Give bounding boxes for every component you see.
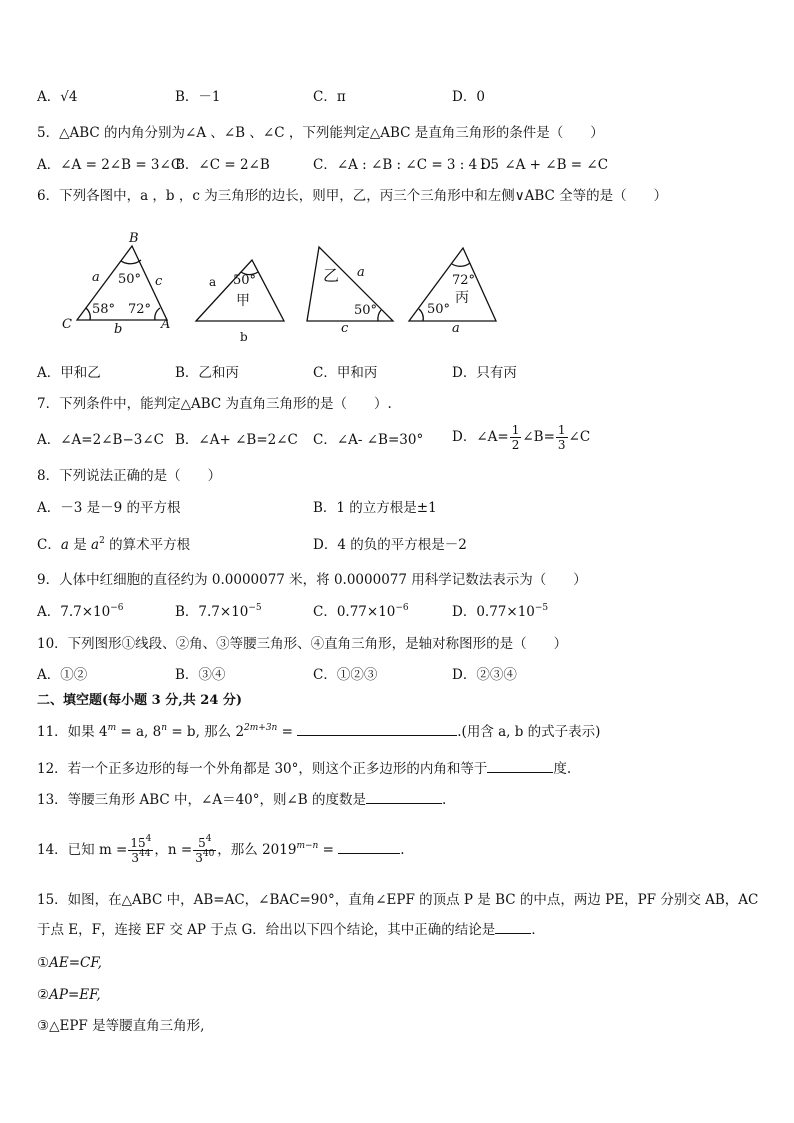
q6-stem: 6．下列各图中，a ，b ，c 为三角形的边长，则甲，乙，丙三个三角形中和左侧∨ABC 全等的是（ ） — [37, 188, 668, 204]
q8-option-d: D．4 的负的平方根是－2 — [313, 537, 467, 553]
q14: 14．已知 m = $\frac{15^4}{3^{44}}$ ，n = $\frac{5^4}{3^{40}}$ ，那么 $2019^{m-n}$ = . — [37, 834, 405, 865]
fraction-m: $\frac{15^4}{3^{44}}$ — [130, 834, 152, 865]
q7-stem: 7．下列条件中，能判定△ABC 为直角三角形的是（ ）. — [37, 396, 392, 412]
q7-option-d: D．∠A= $\frac{1}{2}$ ∠B= $\frac{1}{3}$ ∠C — [452, 423, 591, 452]
q15-conclusion-1: ①AE=CF, — [37, 955, 102, 971]
q6-figures — [0, 225, 794, 350]
yi-angle: 50° — [354, 303, 378, 318]
angle-b: 50° — [118, 272, 142, 287]
q10-option-a: A．①② — [37, 667, 88, 683]
label-C: C — [62, 317, 72, 332]
jia-angle: 50° — [233, 273, 257, 288]
q13-answer-blank[interactable] — [366, 791, 442, 804]
label-c: c — [155, 274, 163, 289]
q5-option-a: A．∠A = 2∠B = 3∠C — [37, 157, 182, 173]
fraction-n: $\frac{5^4}{3^{40}}$ — [195, 834, 215, 865]
triangle-jia — [196, 260, 284, 321]
q5-option-d: D．∠A + ∠B = ∠C — [480, 157, 609, 173]
q15-answer-blank[interactable] — [495, 921, 531, 934]
bing-angle1: 72° — [452, 273, 476, 288]
q14-answer-blank[interactable] — [338, 841, 400, 854]
angle-c: 58° — [92, 302, 116, 317]
q7-option-b: B．∠A+ ∠B=2∠C — [175, 432, 298, 448]
q5-stem: 5．△ABC 的内角分别为∠A 、∠B 、∠C ，下列能判定△ABC 是直角三角形的条件是（ ） — [37, 125, 604, 141]
q10-option-d: D．②③④ — [452, 667, 517, 683]
sqrt-symbol: √4 — [60, 89, 78, 105]
q5-option-c: C．∠A : ∠B : ∠C = 3 : 4 : 5 — [313, 157, 499, 173]
q4-option-b: B．－1 — [175, 89, 221, 105]
q8-option-c: C．a 是 $a^2$ 的算术平方根 — [37, 536, 191, 553]
arc-a — [155, 308, 160, 320]
q9-option-c: C．$0.77\times 10^{-6}$ — [313, 603, 409, 620]
section-title: 二、填空题(每小题 3 分,共 24 分) — [37, 693, 243, 708]
q13: 13．等腰三角形 ABC 中，∠A＝40°，则∠B 的度数是 . — [37, 792, 447, 808]
yi-label: 乙 — [323, 266, 340, 285]
q6-option-d: D．只有丙 — [452, 365, 517, 381]
q10-option-c: C．①②③ — [313, 667, 378, 683]
q8-option-b: B．1 的立方根是±1 — [313, 500, 437, 516]
label-A: A — [161, 317, 171, 332]
q15-line1: 15．如图，在△ABC 中，AB=AC，∠BAC=90°，直角∠EPF 的顶点 P 是 BC 的中点，两边 PE，PF 分别交 AB，AC — [37, 892, 759, 908]
label-b: b — [114, 322, 123, 337]
q9-option-a: A．$7.7\times 10^{-6}$ — [37, 603, 124, 620]
q8-option-a: A．－3 是－9 的平方根 — [37, 500, 181, 516]
q9-stem: 9．人体中红细胞的直径约为 0.0000077 米，将 0.0000077 用科学记数法表示为（ ） — [37, 572, 587, 588]
arc-b — [121, 260, 141, 264]
q15-conclusion-3: ③△EPF 是等腰直角三角形, — [37, 1018, 205, 1034]
q7-option-c: C．∠A- ∠B=30° — [313, 432, 424, 448]
bing-a: a — [452, 321, 460, 336]
q4-option-d: D．0 — [452, 89, 485, 105]
arc-yi — [378, 310, 381, 321]
q5-option-b: B．∠C = 2∠B — [175, 157, 270, 173]
q15-conclusion-2: ②AP=EF, — [37, 987, 101, 1003]
arc-bing-top — [452, 263, 470, 266]
angle-a: 72° — [128, 302, 152, 317]
jia-a: a — [209, 275, 217, 289]
q9-option-b: B．$7.7\times 10^{-5}$ — [175, 603, 262, 620]
q15-line2: 于点 E，F，连接 EF 交 AP 于点 G．给出以下四个结论，其中正确的结论是 ． — [37, 922, 545, 938]
q6-option-c: C．甲和丙 — [313, 365, 378, 381]
yi-c: c — [341, 321, 349, 336]
jia-b: b — [240, 330, 248, 344]
q6-option-b: B．乙和丙 — [175, 365, 239, 381]
q4-option-a: A．√4 — [37, 89, 78, 105]
q11: 11．如果 $4^m = a$, $8^n = b$, 那么 $2^{2m+3n}$ = .(用含 a, b 的式子表示) — [37, 723, 601, 740]
q12-answer-blank[interactable] — [487, 760, 553, 773]
bing-angle2: 50° — [427, 302, 451, 317]
q9-option-d: D．$0.77\times 10^{-5}$ — [452, 603, 549, 620]
q12: 12．若一个正多边形的每一个外角都是 30°，则这个正多边形的内角和等于 度. — [37, 761, 572, 777]
fraction-third: $\frac{1}{3}$ — [557, 423, 566, 452]
q4-option-c: C．π — [313, 89, 346, 105]
arc-c — [86, 308, 90, 320]
bing-label: 丙 — [455, 290, 469, 306]
q7-option-a: A．∠A=2∠B−3∠C — [37, 432, 164, 448]
label-B: B — [129, 231, 139, 246]
fraction-half: $\frac{1}{2}$ — [511, 423, 520, 452]
q11-answer-blank[interactable] — [297, 723, 457, 736]
label-a: a — [92, 270, 100, 285]
arc-bing-left — [419, 309, 423, 321]
jia-label: 甲 — [236, 293, 250, 309]
q10-stem: 10．下列图形①线段、②角、③等腰三角形、④直角三角形，是轴对称图形的是（ ） — [37, 636, 568, 652]
yi-a: a — [357, 265, 365, 280]
q6-option-a: A．甲和乙 — [37, 365, 101, 381]
q10-option-b: B．③④ — [175, 667, 226, 683]
triangle-yi — [307, 247, 393, 321]
q8-stem: 8．下列说法正确的是（ ） — [37, 468, 222, 484]
